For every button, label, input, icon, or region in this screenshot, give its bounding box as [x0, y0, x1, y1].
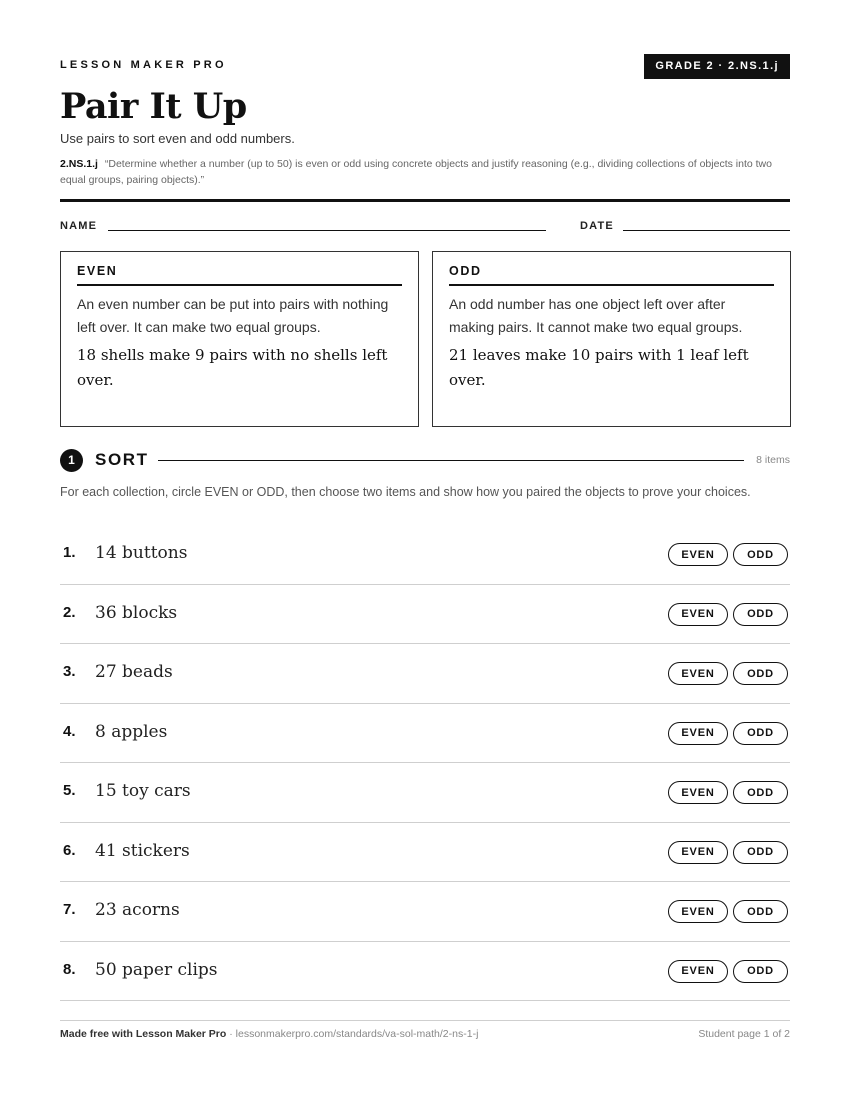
odd-choice-button[interactable]: ODD	[733, 900, 788, 923]
item-label: 14 buttons	[95, 543, 188, 563]
name-label: NAME	[60, 220, 98, 232]
list-item	[60, 823, 790, 883]
header-divider	[60, 199, 790, 202]
item-number: 4.	[63, 722, 76, 740]
item-label: 50 paper clips	[95, 959, 218, 980]
list-item	[60, 704, 790, 764]
section-divider	[158, 460, 744, 461]
item-number: 3.	[63, 663, 76, 680]
even-heading: EVEN	[77, 264, 402, 286]
brand-name: LESSON MAKER PRO	[60, 59, 227, 71]
even-definition-box	[60, 251, 419, 427]
even-choice-button[interactable]: EVEN	[668, 603, 728, 626]
even-choice-button[interactable]: EVEN	[668, 781, 728, 804]
item-number: 6.	[63, 841, 76, 859]
item-label: 36 blocks	[95, 602, 178, 623]
footer-credit	[60, 1028, 478, 1040]
item-label: 8 apples	[95, 721, 168, 742]
item-label: 23 acorns	[95, 900, 180, 920]
date-line[interactable]	[623, 230, 790, 231]
section-instructions: For each collection, circle EVEN or ODD, then choose two items and show how you paired the objects to prove your choices.	[60, 485, 751, 499]
odd-choice-button[interactable]: ODD	[733, 841, 788, 864]
item-label: 15 toy cars	[95, 781, 191, 801]
footer-url[interactable]: · lessonmakerpro.com/standards/va-sol-math/2-ns-1-j	[226, 1028, 479, 1040]
name-date-row	[60, 219, 790, 235]
even-choice-button[interactable]: EVEN	[668, 841, 728, 864]
even-choice-button[interactable]: EVEN	[668, 543, 728, 566]
section-number-badge: 1	[60, 449, 83, 472]
odd-choice-button[interactable]: ODD	[733, 603, 788, 626]
odd-choice-button[interactable]: ODD	[733, 781, 788, 804]
odd-choice-button[interactable]: ODD	[733, 722, 788, 745]
item-number: 8.	[63, 960, 76, 978]
odd-choice-button[interactable]: ODD	[733, 662, 788, 685]
footer-made-with: Made free with Lesson Maker Pro	[60, 1028, 227, 1040]
item-number: 1.	[63, 544, 76, 561]
grade-badge: GRADE 2 · 2.NS.1.j	[644, 54, 790, 79]
standard-text: “Determine whether a number (up to 50) is even or odd using concrete objects and justify reasoning (e.g., dividing collections of objects into two equal groups, pairing objects).”	[60, 158, 772, 186]
item-number: 5.	[63, 782, 76, 799]
item-count: 8 items	[756, 454, 790, 466]
odd-definition-text: An odd number has one object left over after making pairs. It cannot make two equal groups.	[449, 296, 743, 335]
standard-code: 2.NS.1.j	[60, 158, 98, 170]
even-definition-text: An even number can be put into pairs with nothing left over. It can make two equal groups.	[77, 296, 389, 335]
item-label: 27 beads	[95, 662, 173, 682]
even-example: 18 shells make 9 pairs with no shells left over.	[77, 346, 388, 389]
list-item	[60, 942, 790, 1002]
list-item	[60, 525, 790, 585]
list-item	[60, 585, 790, 645]
list-item	[60, 644, 790, 704]
odd-definition-box	[432, 251, 791, 427]
even-choice-button[interactable]: EVEN	[668, 900, 728, 923]
page-indicator: Student page 1 of 2	[698, 1028, 790, 1040]
list-item	[60, 763, 790, 823]
item-list	[60, 525, 790, 1001]
section-header	[60, 448, 790, 472]
section-title: SORT	[95, 450, 149, 469]
odd-choice-button[interactable]: ODD	[733, 960, 788, 983]
list-item	[60, 882, 790, 942]
item-number: 7.	[63, 901, 76, 918]
odd-heading: ODD	[449, 264, 774, 286]
item-number: 2.	[63, 603, 76, 621]
date-label: DATE	[580, 220, 614, 232]
even-choice-button[interactable]: EVEN	[668, 960, 728, 983]
page-subtitle: Use pairs to sort even and odd numbers.	[60, 131, 295, 146]
standard-description	[60, 156, 790, 188]
odd-example: 21 leaves make 10 pairs with 1 leaf left over.	[449, 346, 749, 389]
footer-divider	[60, 1020, 790, 1021]
page-title: Pair It Up	[60, 86, 247, 127]
even-choice-button[interactable]: EVEN	[668, 662, 728, 685]
name-line[interactable]	[108, 230, 546, 231]
odd-choice-button[interactable]: ODD	[733, 543, 788, 566]
even-choice-button[interactable]: EVEN	[668, 722, 728, 745]
item-label: 41 stickers	[95, 840, 190, 861]
